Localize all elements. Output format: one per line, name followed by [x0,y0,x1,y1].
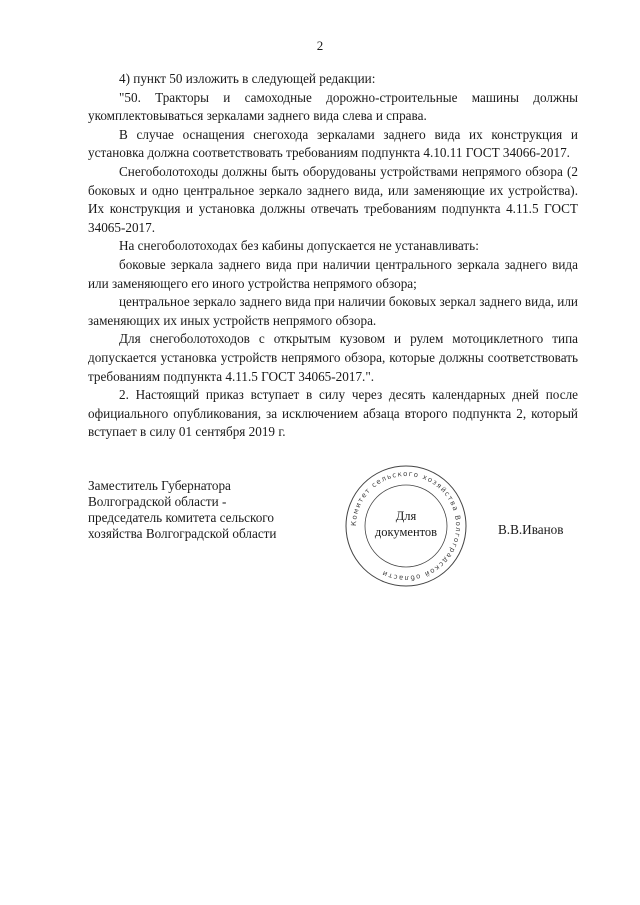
paragraph: боковые зеркала заднего вида при наличии центрального зеркала заднего вида или заменяющего его иного устройства непрямого обзора; [88,256,578,291]
stamp-line: Для [395,509,417,523]
signatory-position [88,478,318,542]
position-line: Волгоградской области - [88,494,227,509]
position-line: хозяйства Волгоградской области [88,526,277,541]
signer-name: В.В.Иванов [498,522,564,537]
paragraph: Для снегоболотоходов с открытым кузовом и рулем мотоциклетного типа допускается установка устройств непрямого обзора, которые должны соответствовать требованиям подпункта 4.11.5 ГОСТ 34065-2017.". [88,331,578,384]
paragraph: 4) пункт 50 изложить в следующей редакции: [119,71,376,86]
paragraph: В случае оснащения снегохода зеркалами заднего вида их конструкция и установка должна соответствовать требованиям подпункта 4.10.11 ГОСТ 34066-2017. [88,126,578,161]
page-number: 2 [316,38,324,53]
paragraph: На снегоболотоходах без кабины допускается не устанавливать: [119,238,479,254]
paragraph: Снегоболотоходы должны быть оборудованы устройствами непрямого обзора (2 боковых и одно центральное зеркало заднего вида, или заменяющие их устройства). Их конструкция и установка должны отвечать требованиям подпункта 4.11.5 ГОСТ 34065-2017. [88,163,578,235]
stamp-line: документов [374,525,438,539]
paragraph: 2. Настоящий приказ вступает в силу через десять календарных дней после официального опубликования, за исключением абзаца второго подпункта 2, который вступает в силу 01 сентября 2019 г. [88,387,578,440]
stamp-ring-text: Комитет сельского хозяйства Волгоградской области [349,469,463,583]
position-line: председатель комитета сельского [88,510,274,525]
position-line: Заместитель Губернатора [88,478,231,493]
paragraph: центральное зеркало заднего вида при наличии боковых зеркал заднего вида, или заменяющих их иных устройств непрямого обзора. [88,294,578,328]
paragraph: "50. Тракторы и самоходные дорожно-строительные машины должны укомплектовываться зеркалами заднего вида слева и справа. [88,89,578,124]
document-body [88,70,578,442]
official-stamp [342,462,470,590]
